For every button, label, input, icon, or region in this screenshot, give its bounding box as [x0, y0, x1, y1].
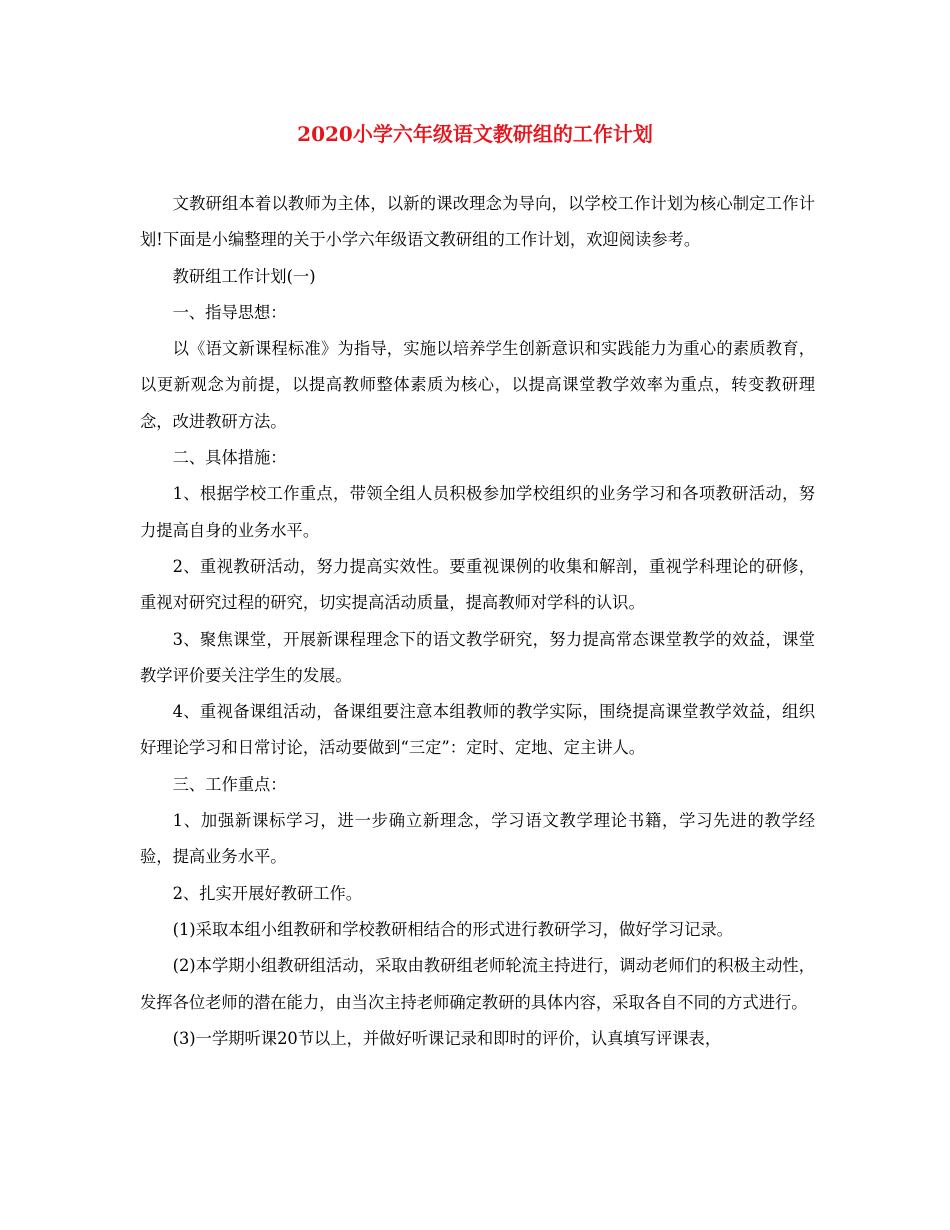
section-heading-specific-measures: 二、具体措施：: [172, 448, 287, 468]
intro-paragraph: 文教研组本着以教师为主体，以新的课改理念为导向，以学校工作计划为核心制定工作计划!下面是小编整理的关于小学六年级语文教研组的工作计划，欢迎阅读参考。: [140, 194, 815, 250]
focus-subitem-3: (3)一学期听课20节以上，并做好听课记录和即时的评价，认真填写评课表，: [172, 1028, 722, 1048]
measure-item-4: 4、重视备课组活动，备课组要注意本组教师的教学实际，围绕提高课堂教学效益，组织好理论学习和日常讨论，活动要做到“三定”：定时、定地、定主讲人。: [140, 702, 815, 758]
focus-item-1: 1、加强新课标学习，进一步确立新理念，学习语文教学理论书籍，学习先进的教学经验，提高业务水平。: [140, 811, 815, 867]
focus-subitem-1: (1)采取本组小组教研和学校教研相结合的形式进行教研学习，做好学习记录。: [172, 919, 733, 939]
focus-item-2: 2、扎实开展好教研工作。: [172, 883, 363, 903]
measure-item-2: 2、重视教研活动，努力提高实效性。要重视课例的收集和解剖，重视学科理论的研修，重视对研究过程的研究，切实提高活动质量，提高教师对学科的认识。: [140, 556, 815, 613]
document-title: 2020小学六年级语文教研组的工作计划: [297, 122, 653, 146]
section-heading-guiding-ideology: 一、指导思想：: [172, 302, 287, 322]
measure-item-1: 1、根据学校工作重点，带领全组人员积极参加学校组织的业务学习和各项教研活动，努力提高自身的业务水平。: [140, 484, 815, 540]
guiding-ideology-paragraph: 以《语文新课程标准》为指导，实施以培养学生创新意识和实践能力为重心的素质教育，以更新观念为前提，以提高教师整体素质为核心，以提高课堂教学效率为重点，转变教研理念，改进教研方法。: [140, 339, 815, 431]
section-heading-work-focus: 三、工作重点：: [172, 774, 287, 794]
focus-subitem-2: (2)本学期小组教研组活动，采取由教研组老师轮流主持进行，调动老师们的积极主动性，发挥各位老师的潜在能力，由当次主持老师确定教研的具体内容，采取各自不同的方式进行。: [140, 956, 815, 1012]
plan-heading: 教研组工作计划(一): [172, 266, 316, 286]
document-body: [140, 186, 815, 1057]
measure-item-3: 3、聚焦课堂，开展新课程理念下的语文教学研究，努力提高常态课堂教学的效益，课堂教学评价要关注学生的发展。: [140, 629, 815, 685]
